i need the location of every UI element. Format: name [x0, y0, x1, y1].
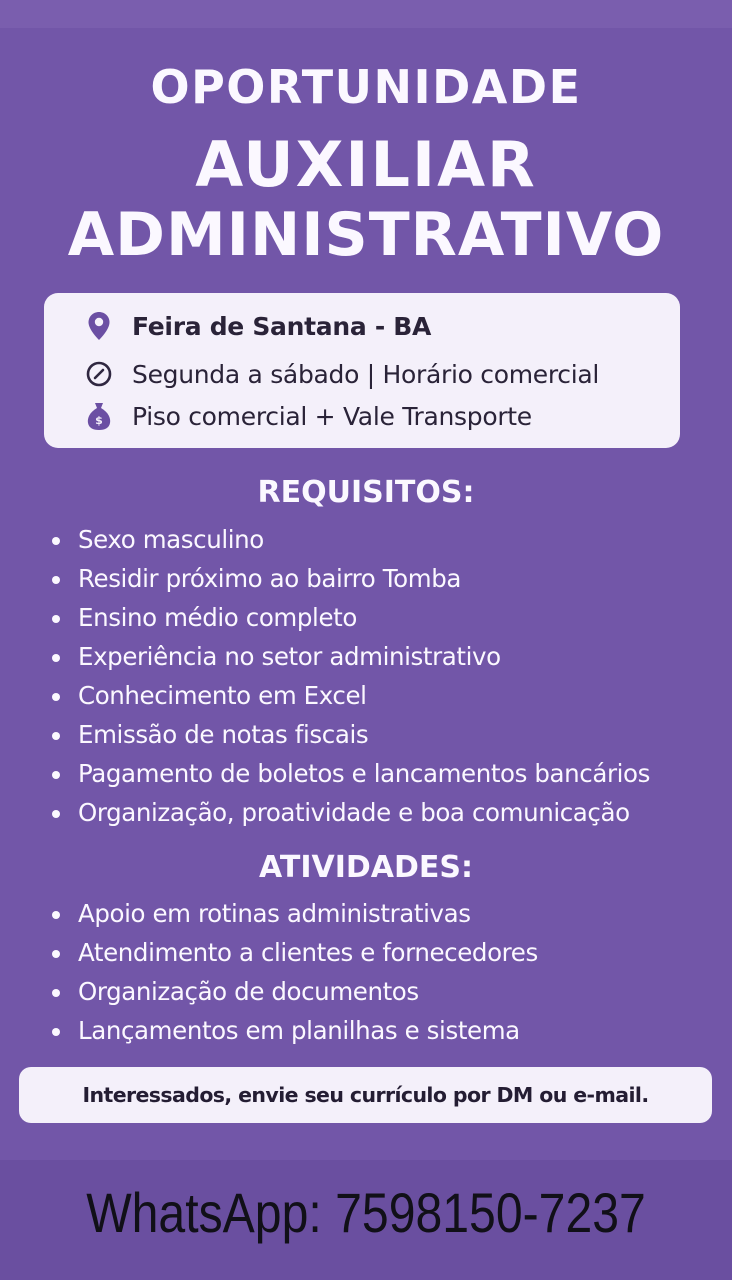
clock-icon: [84, 359, 114, 389]
requirements-list: [48, 520, 650, 832]
list-item: Conhecimento em Excel: [48, 676, 650, 715]
money-bag-icon: [84, 401, 114, 431]
cta-text: Interessados, envie seu currículo por DM ou e-mail.: [82, 1083, 649, 1107]
info-schedule: [84, 357, 599, 391]
list-item: Ensino médio completo: [48, 598, 650, 637]
list-item: Sexo masculino: [48, 520, 650, 559]
svg-text:$: $: [95, 414, 103, 427]
list-item: Residir próximo ao bairro Tomba: [48, 559, 650, 598]
info-salary: [84, 399, 532, 433]
whatsapp-contact: WhatsApp: 7598150-7237: [86, 1181, 646, 1244]
schedule-text: Segunda a sábado | Horário comercial: [132, 359, 600, 389]
map-pin-icon: [84, 311, 114, 341]
top-strip: [0, 0, 732, 28]
list-item: Organização, proatividade e boa comunicação: [48, 793, 650, 832]
cta-card: [19, 1067, 712, 1123]
list-item: Apoio em rotinas administrativas: [48, 894, 538, 933]
requirements-title: REQUISITOS:: [257, 475, 475, 510]
list-item: Organização de documentos: [48, 972, 538, 1011]
activities-list: [48, 894, 538, 1050]
activities-title: ATIVIDADES:: [258, 850, 473, 885]
list-item: Pagamento de boletos e lancamentos bancários: [48, 754, 650, 793]
list-item: Emissão de notas fiscais: [48, 715, 650, 754]
location-text: Feira de Santana - BA: [132, 311, 432, 341]
headline-job-title-2: ADMINISTRATIVO: [67, 200, 665, 270]
info-card: [44, 293, 680, 448]
list-item: Lançamentos em planilhas e sistema: [48, 1011, 538, 1050]
headline-opportunity: OPORTUNIDADE: [150, 60, 582, 114]
headline-job-title-1: AUXILIAR: [195, 128, 537, 201]
list-item: Atendimento a clientes e fornecedores: [48, 933, 538, 972]
salary-text: Piso comercial + Vale Transporte: [132, 401, 532, 431]
info-location: [84, 309, 431, 343]
list-item: Experiência no setor administrativo: [48, 637, 650, 676]
